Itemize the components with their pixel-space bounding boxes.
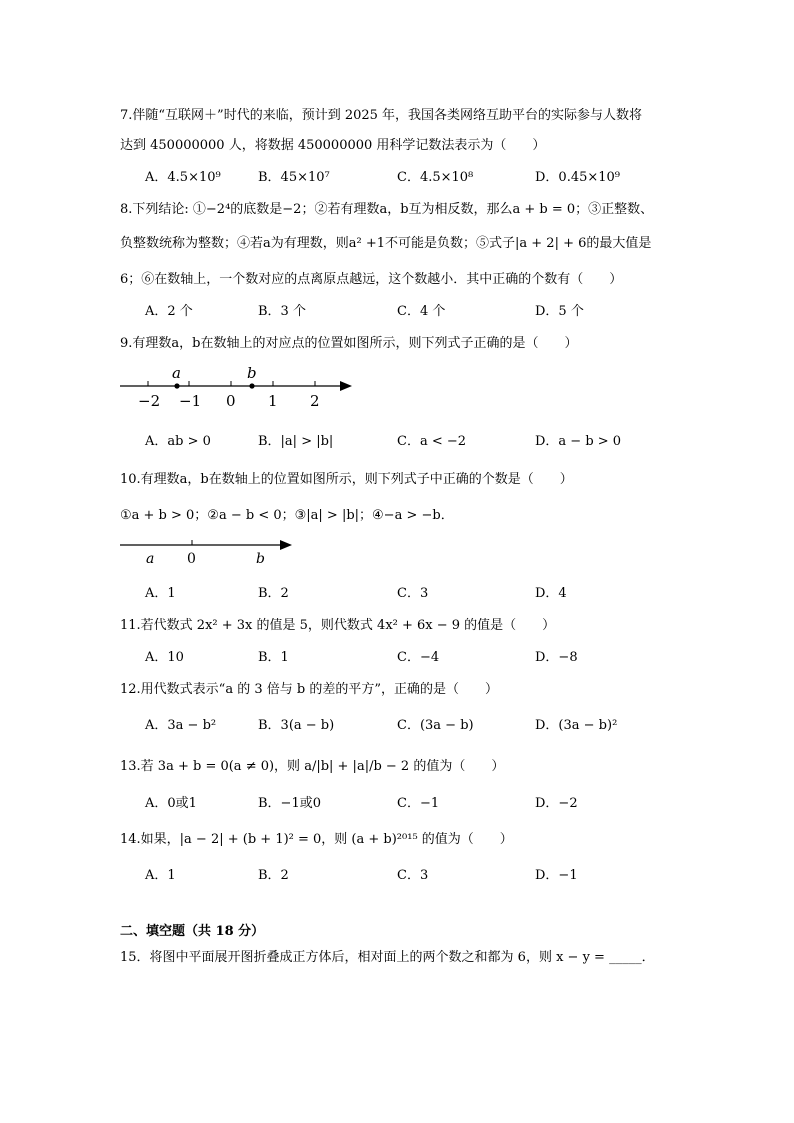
q9-point-b	[249, 383, 254, 388]
q9-label-b: b	[247, 364, 257, 382]
q11-line-1: 11.若代数式 2x² + 3x 的值是 5，则代数式 4x² + 6x − 9 的值是（ ）	[120, 618, 556, 633]
q9-option-b: B．|a| > |b|	[258, 434, 334, 449]
q15-line-1: 15．将图中平面展开图折叠成正方体后，相对面上的两个数之和都为 6，则 x − y = _____．	[120, 950, 655, 965]
q8-option-b: B．3 个	[258, 304, 306, 319]
q14-option-d: D．−1	[535, 868, 578, 883]
q8-line-3: 6；⑥在数轴上，一个数对应的点离原点越远，这个数越小．其中正确的个数有（ ）	[120, 272, 623, 287]
q10-option-b: B．2	[258, 586, 289, 601]
q10-label-0: 0	[187, 551, 196, 566]
q13-option-a: A．0或1	[145, 796, 197, 811]
q10-option-c: C．3	[397, 586, 429, 601]
q8-line-2: 负整数统称为整数；④若a为有理数，则a² +1不可能是负数；⑤式子|a + 2| + 6的最大值是	[120, 236, 652, 251]
q7-option-d: D．0.45×10⁹	[535, 170, 621, 185]
q12-option-a: A．3a − b²	[145, 718, 217, 733]
q12-option-d: D．(3a − b)²	[535, 718, 618, 733]
q11-option-d: D．−8	[535, 650, 578, 665]
q8-line-1: 8.下列结论: ①−2⁴的底数是−2；②若有理数a，b互为相反数，那么a + b = 0；③正整数、	[120, 202, 654, 217]
q8-option-c: C．4 个	[397, 304, 446, 319]
q7-line-1: 7.伴随“互联网＋”时代的来临，预计到 2025 年，我国各类网络互助平台的实际参与人数将	[120, 108, 643, 123]
q7-option-c: C．4.5×10⁸	[397, 170, 474, 185]
q14-option-b: B．2	[258, 868, 289, 883]
q13-option-d: D．−2	[535, 796, 578, 811]
q10-line-1: 10.有理数a，b在数轴上的位置如图所示，则下列式子中正确的个数是（ ）	[120, 472, 573, 487]
q13-option-b: B．−1或0	[258, 796, 321, 811]
q11-option-a: A．10	[145, 650, 184, 665]
q10-option-d: D．4	[535, 586, 567, 601]
q11-option-b: B．1	[258, 650, 289, 665]
q13-option-c: C．−1	[397, 796, 440, 811]
q7-option-a: A．4.5×10⁹	[145, 170, 221, 185]
q12-line-1: 12.用代数式表示“a 的 3 倍与 b 的差的平方”，正确的是（ ）	[120, 682, 498, 697]
q7-option-b: B．45×10⁷	[258, 170, 330, 185]
q10-line-2: ①a + b > 0；②a − b < 0；③|a| > |b|；④−a > −b．	[120, 508, 454, 523]
q12-option-b: B．3(a − b)	[258, 718, 335, 733]
q9-tick-1: 1	[268, 392, 278, 410]
q9-line-1: 9.有理数a，b在数轴上的对应点的位置如图所示，则下列式子正确的是（ ）	[120, 336, 578, 351]
q10-label-b: b	[256, 551, 265, 566]
q9-tick-2: 2	[310, 392, 320, 410]
q14-option-a: A．1	[145, 868, 176, 883]
q12-option-c: C．(3a − b)	[397, 718, 474, 733]
q8-option-d: D．5 个	[535, 304, 584, 319]
q14-option-c: C．3	[397, 868, 429, 883]
q10-label-a: a	[146, 551, 155, 566]
q13-line-1: 13.若 3a + b = 0(a ≠ 0)，则 a/|b| + |a|/b − 2 的值为（ ）	[120, 759, 505, 774]
q9-option-d: D．a − b > 0	[535, 434, 622, 449]
q9-option-c: C．a < −2	[397, 434, 467, 449]
q14-line-1: 14.如果，|a − 2| + (b + 1)² = 0，则 (a + b)²⁰¹⁵ 的值为（ ）	[120, 832, 513, 847]
q9-point-a	[174, 383, 179, 388]
q9-number-line	[118, 360, 358, 412]
q8-option-a: A．2 个	[145, 304, 193, 319]
q9-tick-neg2: −2	[138, 392, 161, 410]
q11-option-c: C．−4	[397, 650, 440, 665]
q7-line-2: 达到 450000000 人，将数据 450000000 用科学记数法表示为（ ）	[120, 138, 546, 153]
q10-number-line	[118, 534, 298, 566]
q9-tick-0: 0	[226, 392, 236, 410]
q9-label-a: a	[172, 364, 181, 382]
section-heading-fill-in: 二、填空题（共 18 分）	[120, 924, 265, 939]
q9-option-a: A．ab > 0	[145, 434, 211, 449]
q9-tick-neg1: −1	[179, 392, 202, 410]
q10-option-a: A．1	[145, 586, 176, 601]
